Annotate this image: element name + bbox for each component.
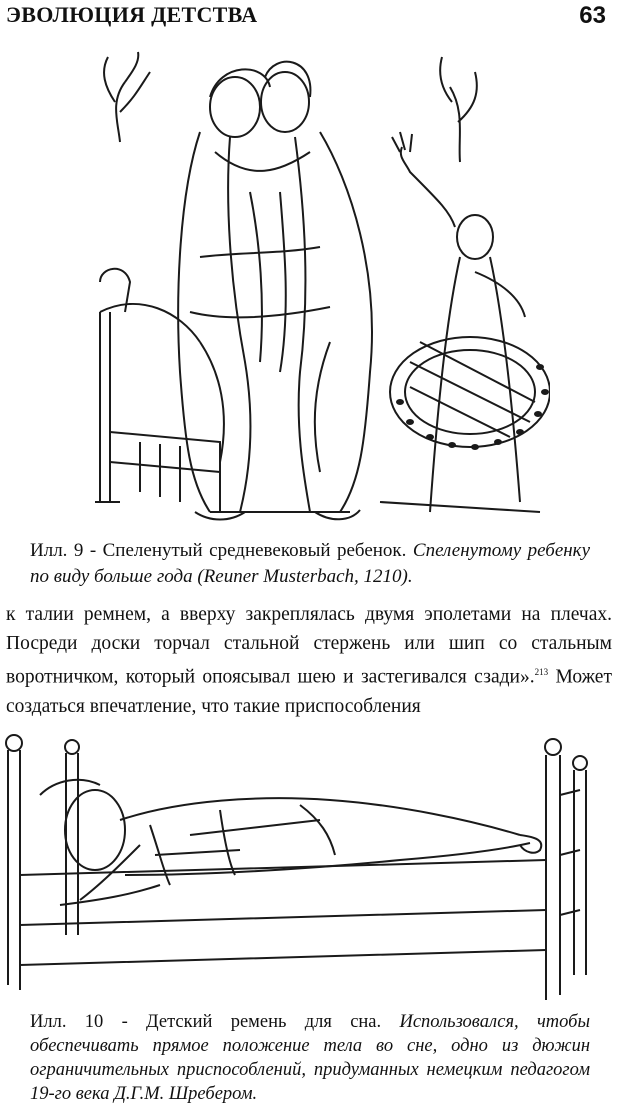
- body-text-before-footnote: к талии ремнем, а вверху закреплялась двумя эполетами на плечах. Посреди доски торчал стальной стержень или шип со стальным воротничком, который опоясывал шею и застегивался сзади».: [6, 604, 612, 688]
- sleep-belt-image: [0, 725, 620, 1010]
- body-text-after-footnote: Может создаться впечатление, что такие приспособления: [6, 666, 612, 717]
- illustration-10: [0, 725, 620, 1010]
- page-number: 63: [579, 2, 606, 29]
- figure-9-caption: [30, 538, 590, 590]
- illustration-9: [80, 42, 550, 532]
- footnote-reference: 213: [534, 667, 549, 677]
- figure-10-caption-lead: Илл. 10 - Детский ремень для сна.: [30, 1012, 382, 1032]
- body-paragraph: [6, 600, 612, 721]
- figure-9-caption-lead: Илл. 9 - Спеленутый средневековый ребенок.: [30, 540, 407, 561]
- figure-9-caption-italic: Спеленутому ребенку по виду больше года (Reuner Musterbach, 1210).: [30, 540, 591, 587]
- figure-10-caption: [30, 1010, 590, 1106]
- figure-10-caption-italic: Использовался, чтобы обеспечивать прямое положение тела во сне, одно из дюжин ограничительных приспособлений, придуманных немецким педагогом 19-го века Д.Г.М. Шребером.: [30, 1012, 591, 1104]
- running-title: ЭВОЛЮЦИЯ ДЕТСТВА: [6, 2, 258, 27]
- medieval-engraving-image: [80, 42, 550, 532]
